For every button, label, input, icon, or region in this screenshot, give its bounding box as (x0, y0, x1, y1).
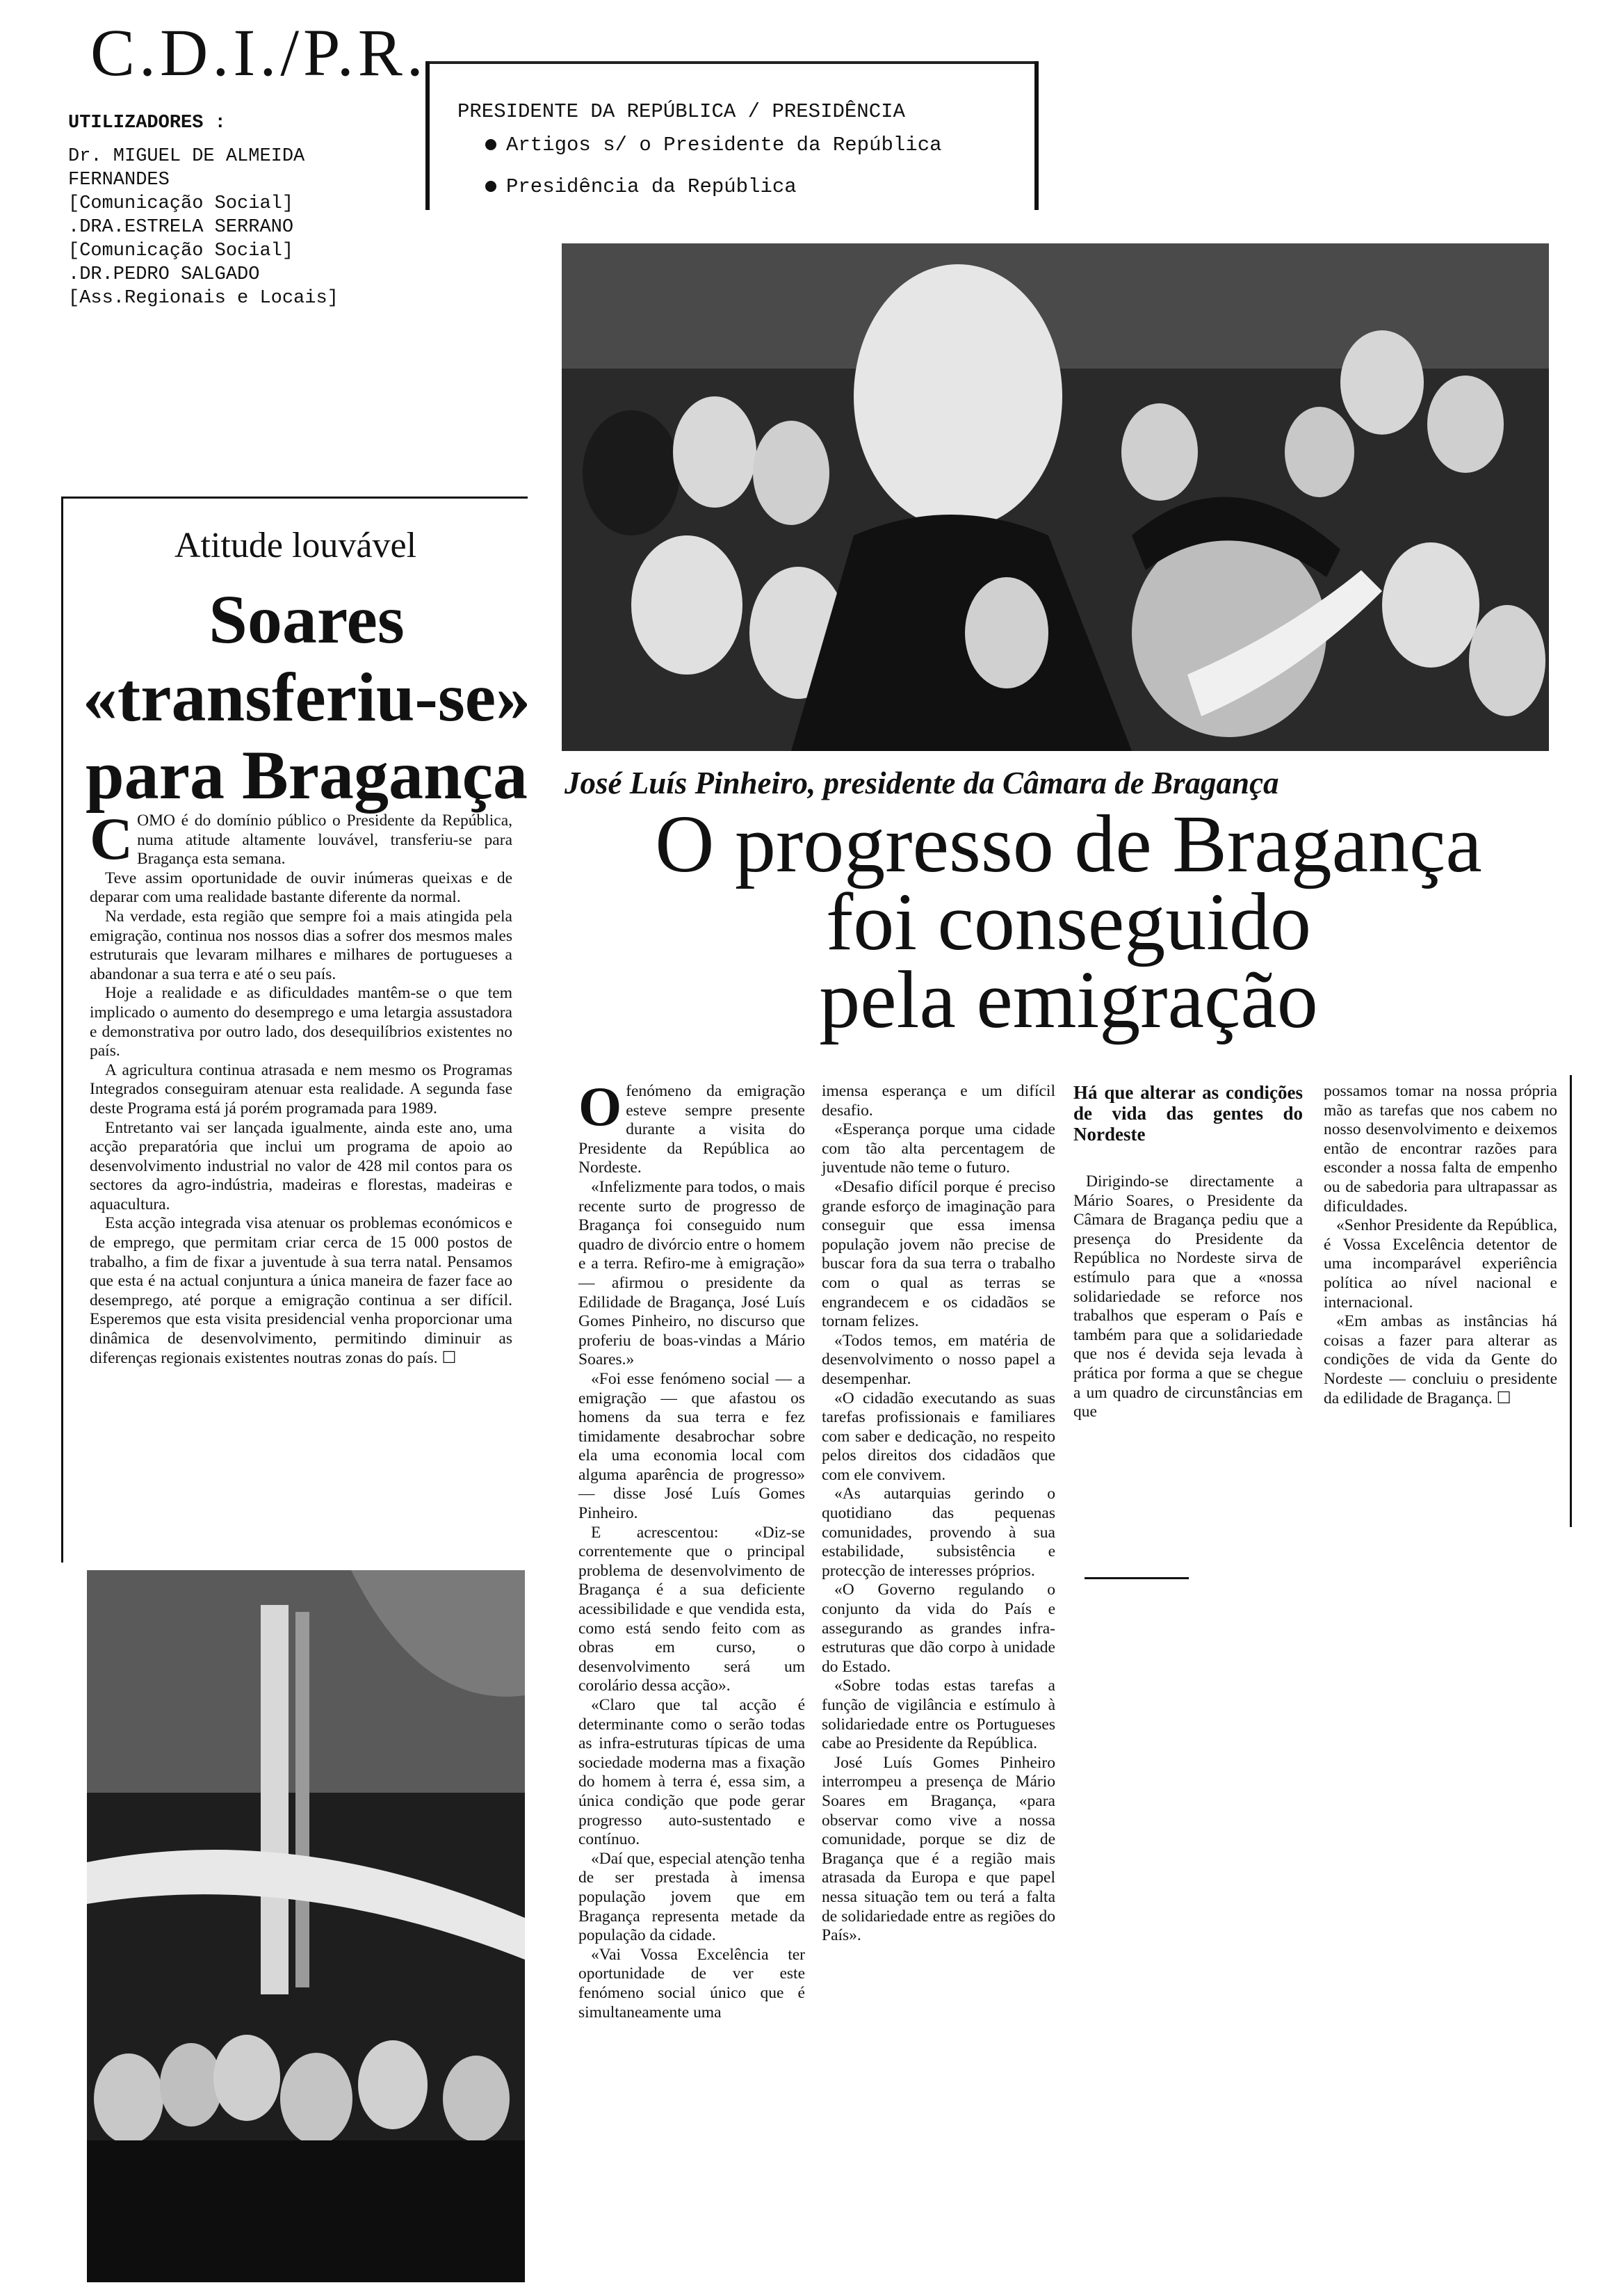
user-entry: [Ass.Regionais e Locais] (68, 288, 339, 309)
user-entry: FERNANDES (68, 170, 170, 191)
column-rule (1570, 1075, 1572, 1527)
user-entry: .DRA.ESTRELA SERRANO (68, 217, 294, 238)
paragraph: «As autarquias gerindo o quotidiano das pequenas comunidades, provendo à sua estabilidade, subsistência e protecção de interesses próprios. (822, 1485, 1055, 1580)
paragraph: «Senhor Presidente da República, é Vossa Excelência detentor de uma incomparável experiência política ao nível nacional e internacional. (1324, 1216, 1557, 1312)
users-label: UTILIZADORES : (68, 113, 226, 134)
right-headline-2: foi conseguido (825, 876, 1312, 967)
section-subhead: Há que alterar as condições de vida das gentes do Nordeste (1073, 1082, 1303, 1145)
right-headline (565, 798, 1573, 1045)
user-entry: [Comunicação Social] (68, 241, 294, 261)
left-headline-2: «transferiu-se» (82, 659, 531, 736)
right-column-1 (578, 1076, 805, 2022)
paragraph: «O cidadão executando as suas tarefas profissionais e familiares com saber e dedicação, no respeito pelos direitos dos cidadãos que com ele convivem. (822, 1389, 1055, 1484)
paragraph: «Todos temos, em matéria de desenvolvimento o nosso papel a desempenhar. (822, 1331, 1055, 1388)
user-entry: .DR.PEDRO SALGADO (68, 264, 260, 285)
paragraph: «Desafio difícil porque é preciso grande esforço de imaginação para conseguir que essa imensa população jovem não precise de buscar fora da sua terra o trabalho com o qual as terras se engrandecem e os cidadãos se tornam felizes. (822, 1177, 1055, 1331)
classification-stamp (425, 61, 1039, 210)
paragraph: «Em ambas as instâncias há coisas a fazer para alterar as condições de vida da Gente do Nordeste — concluiu o presidente da edilidade de Bragança. ☐ (1324, 1312, 1557, 1407)
paragraph: Entretanto vai ser lançada igualmente, ainda este ano, uma acção preparatória que inclui um programa de apoio ao desenvolvimento industrial no valor de 428 mil contos para os sectores da agro-indústria, madeiras e florestas, madeiras e aquacultura. (90, 1118, 512, 1213)
right-kicker: José Luís Pinheiro, presidente da Câmara de Bragança (565, 766, 1279, 800)
paragraph: Dirigindo-se directamente a Mário Soares, o Presidente da Câmara de Bragança pediu que a presença do Presidente da República no Nordeste sirva de estímulo para que a «nossa solidariedade se reforce nos trabalhos que esperam o País e também para que a solidariedade que nos é devida seja levada à prática por forma a que se chegue a um quadro de circunstâncias em que (1073, 1172, 1303, 1421)
paragraph: Hoje a realidade e as dificuldades mantêm-se o que tem implicado o aumento do desemprego e uma letargia assustadora e demonstrativa por outro lado, dos desequilíbrios existentes no país. (90, 984, 512, 1060)
stamp-line-3: Presidência da República (485, 175, 797, 198)
paragraph: Esta acção integrada visa atenuar os problemas económicos e de emprego, que permitam criar cerca de 15 000 postos de trabalho, a fim de fixar a juventude à sua terra natal. Pensamos que esta é na actual conjuntura a única maneira de fazer face ao desemprego, até porque a emigração continua a ser difícil. Esperemos que esta visita presidencial venha proporcionar uma dinâmica de desenvolvimento, permitindo diminuir as diferenças regionais existentes noutras zonas do país. ☐ (90, 1214, 512, 1367)
paragraph: E acrescentou: «Diz-se correntemente que o principal problema de desenvolvimento de Bragança é a sua deficiente acessibilidade e que vendida esta, como está sendo feito com as obras em curso, o desenvolvimento será um corolário dessa acção». (578, 1523, 805, 1695)
dropcap: O (578, 1076, 622, 1138)
right-headline-3: pela emigração (819, 954, 1318, 1045)
paragraph: «Foi esse fenómeno social — a emigração — que afastou os homens da sua terra e fez timidamente desabrochar sobre ela uma economia local com alguma aparência de progresso» — disse José Luís Gomes Pinheiro. (578, 1369, 805, 1523)
right-column-3 (1073, 1082, 1303, 1422)
stamp-line-2: Artigos s/ o Presidente da República (485, 134, 942, 156)
left-kicker: Atitude louvável (174, 526, 417, 565)
right-column-4 (1324, 1082, 1557, 1408)
street-photo-image (87, 1570, 525, 2282)
paragraph: possamos tomar na nossa própria mão as tarefas que nos cabem no nosso desenvolvimento e deixemos então de encontrar razões para esconder a nossa falta de empenho ou de sabedoria para ultrapassar as dificuldades. (1324, 1082, 1557, 1216)
bullet-icon (485, 139, 496, 150)
crowd-photo-image (562, 243, 1549, 751)
left-headline-1: Soares (209, 581, 405, 658)
paragraph: «Infelizmente para todos, o mais recente surto de progresso de Bragança foi conseguido num quadro de divórcio entre o homem e a terra. Refiro-me à emigração» — afirmou o presidente da Edilidade de Bragança, José Luís Gomes Pinheiro, no discurso que proferiu de boas-vindas a Mário Soares.» (578, 1177, 805, 1369)
paragraph: «Esperança porque uma cidade com tão alta percentagem de juventude não teme o futuro. (822, 1120, 1055, 1177)
paragraph: «Claro que tal acção é determinante como o serão todas as infra-estruturas típicas de uma sociedade moderna mas a fixação do homem à terra é, essa sim, a única condição que pode gerar progresso auto-sustentado e contínuo. (578, 1696, 805, 1849)
left-article (61, 497, 531, 1563)
right-column-2 (822, 1082, 1055, 1946)
paragraph: imensa esperança e um difícil desafio. (822, 1082, 1055, 1120)
paragraph: fenómeno da emigração esteve sempre presente durante a visita do Presidente da República ao Nordeste. (578, 1082, 805, 1177)
paragraph: José Luís Gomes Pinheiro interrompeu a presença de Mário Soares em Bragança, «para observar como vive a nossa comunidade, porque se diz de Bragança que é a região mais atrasada da Europa e que papel nessa situação tem ou terá a falta de solidariedade entre as regiões do País». (822, 1753, 1055, 1945)
street-photo (87, 1570, 525, 2282)
paragraph: Na verdade, esta região que sempre foi a mais atingida pela emigração, continua nos nossos dias a sofrer dos mesmos males estruturais que levaram milhares e milhares de portugueses a abandonar a sua terra e até o seu país. (90, 907, 512, 983)
dropcap: C (90, 805, 133, 872)
archive-mark: C.D.I./P.R. (90, 15, 428, 90)
left-body (90, 805, 512, 1368)
paragraph: «Sobre todas estas tarefas a função de vigilância e estímulo à solidariedade entre os Portugueses cabe ao Presidente da República. (822, 1677, 1055, 1753)
paragraph: «Daí que, especial atenção tenha de ser prestada à imensa população jovem que em Bragança representa metade da população da cidade. (578, 1849, 805, 1945)
bullet-icon (485, 181, 496, 192)
paragraph: «O Governo regulando o conjunto da vida do País e assegurando as grandes infra-estruturas que dão corpo à unidade do Estado. (822, 1581, 1055, 1676)
paragraph: OMO é do domínio público o Presidente da República, numa atitude altamente louvável, transferiu-se para Bragança esta semana. (137, 812, 512, 869)
paragraph: A agricultura continua atrasada e nem mesmo os Programas Integrados conseguiram atenuar esta realidade. A segunda fase deste Programa está já porém programada para 1989. (90, 1060, 512, 1117)
user-entry: [Comunicação Social] (68, 193, 294, 214)
stamp-line-1: PRESIDENTE DA REPÚBLICA / PRESIDÊNCIA (457, 100, 905, 123)
paragraph: Teve assim oportunidade de ouvir inúmeras queixas e de deparar com uma realidade bastante diferente da normal. (90, 869, 512, 907)
users-list (68, 111, 388, 310)
paragraph: «Vai Vossa Excelência ter oportunidade de ver este fenómeno social único que é simultaneamente uma (578, 1945, 805, 2021)
crowd-photo (562, 243, 1549, 751)
column-rule (1085, 1577, 1189, 1579)
left-headline-3: para Bragança (85, 736, 528, 814)
right-headline-1: O progresso de Bragança (655, 798, 1482, 889)
user-entry: Dr. MIGUEL DE ALMEIDA (68, 146, 305, 167)
